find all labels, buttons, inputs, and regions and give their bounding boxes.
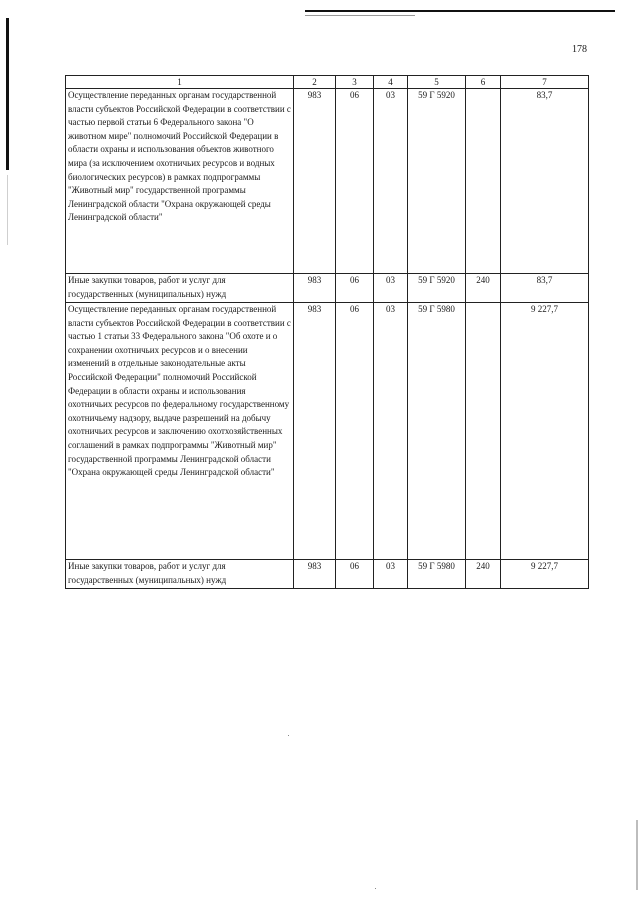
row-description: Иные закупки товаров, работ и услуг для государственных (муниципальных) нужд: [66, 560, 294, 589]
row-col-5: 59 Г 5980: [408, 303, 466, 560]
row-col-4: 03: [374, 274, 408, 303]
scan-artifact-left-faint: [7, 175, 8, 245]
row-col-2: 983: [294, 560, 336, 589]
row-col-7: 9 227,7: [501, 303, 589, 560]
scan-speck: [375, 888, 376, 889]
row-col-6: 240: [466, 274, 501, 303]
table-row: [66, 89, 589, 274]
row-description: Осуществление переданных органам государственной власти субъектов Российской Федерации в соответствии с частью первой статьи 6 Федерального закона "О животном мире" полномочий Российской Федерации в области охраны и использования объектов животного мира (за исключением охотничьих ресурсов и водных биологических ресурсов) в рамках подпрограммы "Животный мир" государственной программы Ленинградской области "Охрана окружающей среды Ленинградской области": [66, 89, 294, 274]
row-col-2: 983: [294, 303, 336, 560]
row-col-5: 59 Г 5980: [408, 560, 466, 589]
row-col-3: 06: [336, 303, 374, 560]
row-col-4: 03: [374, 303, 408, 560]
table-row: [66, 303, 589, 560]
header-col-2: 2: [294, 76, 336, 89]
row-col-3: 06: [336, 274, 374, 303]
row-col-3: 06: [336, 560, 374, 589]
row-col-2: 983: [294, 89, 336, 274]
header-col-1: 1: [66, 76, 294, 89]
scan-speck: [288, 735, 289, 736]
scan-artifact-top-line: [305, 10, 615, 12]
header-col-3: 3: [336, 76, 374, 89]
page-number: 178: [572, 44, 587, 55]
row-col-4: 03: [374, 89, 408, 274]
table-header-row: [66, 76, 589, 89]
row-col-7: 83,7: [501, 274, 589, 303]
header-col-5: 5: [408, 76, 466, 89]
row-col-4: 03: [374, 560, 408, 589]
scan-artifact-right-bar: [636, 820, 638, 890]
table-row: [66, 560, 589, 589]
row-col-2: 983: [294, 274, 336, 303]
row-col-5: 59 Г 5920: [408, 274, 466, 303]
row-description: Иные закупки товаров, работ и услуг для государственных (муниципальных) нужд: [66, 274, 294, 303]
header-col-6: 6: [466, 76, 501, 89]
row-col-5: 59 Г 5920: [408, 89, 466, 274]
header-col-7: 7: [501, 76, 589, 89]
row-col-6: [466, 303, 501, 560]
header-col-4: 4: [374, 76, 408, 89]
row-col-7: 9 227,7: [501, 560, 589, 589]
scan-artifact-top-thin-line: [305, 15, 415, 16]
row-col-6: 240: [466, 560, 501, 589]
budget-table: [65, 75, 589, 589]
scan-artifact-left-bar: [6, 18, 9, 170]
table-row: [66, 274, 589, 303]
row-col-6: [466, 89, 501, 274]
row-description: Осуществление переданных органам государственной власти субъектов Российской Федерации в соответствии с частью 1 статьи 33 Федерального закона "Об охоте и о сохранении охотничьих ресурсов и о внесении изменений в отдельные законодательные акты Российской Федерации" полномочий Российской Федерации в области охраны и использования охотничьих ресурсов по федеральному государственному охотничьему надзору, выдаче разрешений на добычу охотничьих ресурсов и заключению охотхозяйственных соглашений в рамках подпрограммы "Животный мир" государственной программы Ленинградской области "Охрана окружающей среды Ленинградской области": [66, 303, 294, 560]
row-col-3: 06: [336, 89, 374, 274]
row-col-7: 83,7: [501, 89, 589, 274]
